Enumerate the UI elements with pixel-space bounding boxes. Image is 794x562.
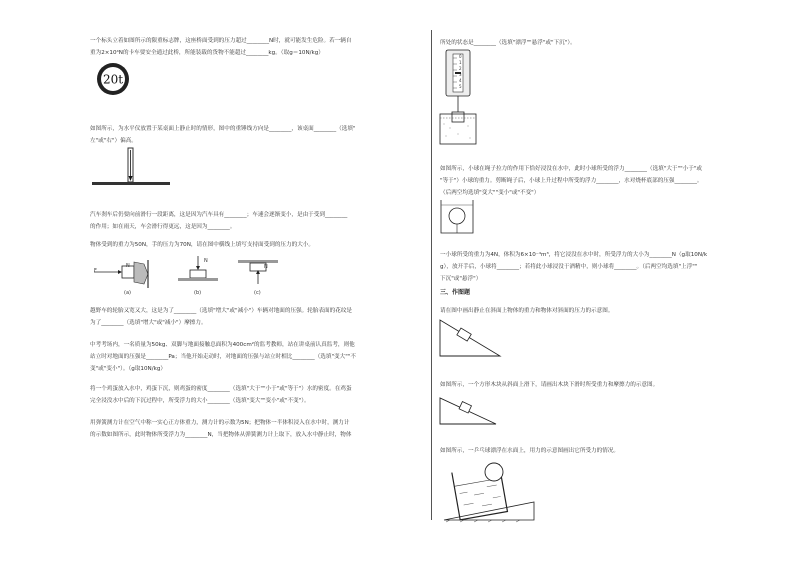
q4-line1: 物体受到的重力为50N，手的压力为70N，请在图中横线上填写支持面受到的压力的大小。 [90,242,314,248]
gauge-tick-2: 2 [459,66,462,71]
fig-a-force-label: F [94,268,97,274]
fig-c-label: (c) [254,290,261,296]
q6-line3: 变"或"变小"）。（g取10N/kg） [90,366,166,372]
q3-line2: 的作用；如在雨天，车会滑行得更远，这是因为________。 [90,224,236,230]
q9-line1: 如图所示，小球在绳子拉力的作用下恰好浸没在水中，此时小球所受的浮力________（选填"大于""小于"或 [440,166,703,172]
q3-line1: 汽车刹车后仍要向前滑行一段距离，这是因为汽车具有________；车速会逐渐变小，是由于受到________ [90,212,348,218]
q10-line3: 下沉"或"悬浮"） [440,276,482,282]
q5-line2: 为了________（选填"增大"或"减小"）摩擦力。 [90,320,207,326]
gauge-tick-1: 1 [459,60,462,65]
spring-scale-figure [440,50,500,150]
fig-b-label: (b) [194,290,202,296]
q13-text: 如图所示，一乒乓球漂浮在水面上，用力的示意图画出它所受力的情况。 [440,448,620,454]
gauge-tick-5: 5 [459,84,462,89]
weight-limit-sign-icon [96,62,130,96]
incline-block-figure-1 [440,318,502,358]
q10-line1: 一小球所受的重力为4N，体积为6×10⁻⁴m³，将它浸没在水中时，所受浮力的大小为________N（g取10N/k [440,252,708,258]
level-instrument-figure [92,146,170,192]
q7-line1: 将一个鸡蛋放入水中，鸡蛋下沉，则鸡蛋的密度________（选填"大于""小于"或"等于"）水的密度。在鸡蛋 [90,386,352,392]
floating-ball-container-figure [444,458,536,522]
column-divider [431,30,432,520]
q1-line2: 重为2×10⁴N的卡车要安全通过此桥，所能装载的货物不能超过________kg。（取g＝10N/kg） [90,50,324,56]
fig-c-unit: N [264,264,268,270]
q6-line1: 中考考场内，一名质量为50kg、双脚与地面接触总面积为400cm²的监考教师，站在讲桌前认真监考，则他 [90,342,355,348]
q2-line2: 左"或"右"）偏高。 [90,138,137,144]
sign-text: 20t [102,72,124,87]
gauge-tick-3: 3 [459,72,462,77]
q2-line1: 如图所示，为水平仪放置于某桌面上静止时的情形，图中的重锤线方向是________，该桌面________（选填" [90,126,356,132]
q10-line2: g），放开手后，小球将________；若将此小球浸没于酒精中，则小球将________。（后两空均选填"上浮"" [440,264,698,270]
gauge-tick-4: 4 [459,78,462,83]
incline-block-figure-2 [440,392,498,426]
pressure-figure-c [236,256,280,288]
q9-line3: （后两空均选填"变大""变小"或"不变"） [440,190,540,196]
fig-b-unit: N [204,258,208,264]
q6-line2: 站立时对地面的压强是________Pa；当他开始走动时，对地面的压强与站立时相比________（选填"变大""不 [90,354,356,360]
q8-line2: 的示数如图所示，此时物体所受浮力为________N，当把物体从弹簧测力计上取下，放入水中静止时，物体 [90,432,352,438]
q7-line2: 完全浸没水中后的下沉过程中，所受浮力的大小________（选填"变大""变小"或"不变"）。 [90,398,310,404]
q8-line1: 用弹簧测力计在空气中称一实心正方体重力，测力计的示数为5N；把物体一半体积浸入在水中时，测力计 [90,420,350,426]
q5-line1: 越野车的轮胎又宽又大，这是为了________（选填"增大"或"减小"）车辆对地面的压强。轮胎表面的花纹是 [90,308,353,314]
q1-line1: 一个标头立着如图所示的限重标志牌，这座桥面受到的压力超过________N时，就可能发生危险。若一辆自 [90,38,352,44]
pressure-figure-b [176,256,220,288]
q11-text: 请在图中画出静止在斜面上物体的重力和物体对斜面的压力的示意图。 [440,308,614,314]
q8-continuation: 所处的状态是________（选填"漂浮""悬浮"或"下沉"）。 [440,40,576,46]
gauge-tick-0: 0 [459,54,462,59]
section-heading: 三、作图题 [440,289,471,296]
fig-a-unit: N [126,263,130,269]
q9-line2: "等于"）小球的重力。剪断绳子后，小球上升过程中所受的浮力________，水对烧杯底部的压强________。 [440,178,703,184]
q12-text: 如图所示，一个方形木块从斜面上滑下，请画出木块下滑时所受重力和摩擦力的示意图。 [440,382,659,388]
fig-a-label: (a) [124,290,131,296]
ball-in-beaker-figure [440,200,474,234]
